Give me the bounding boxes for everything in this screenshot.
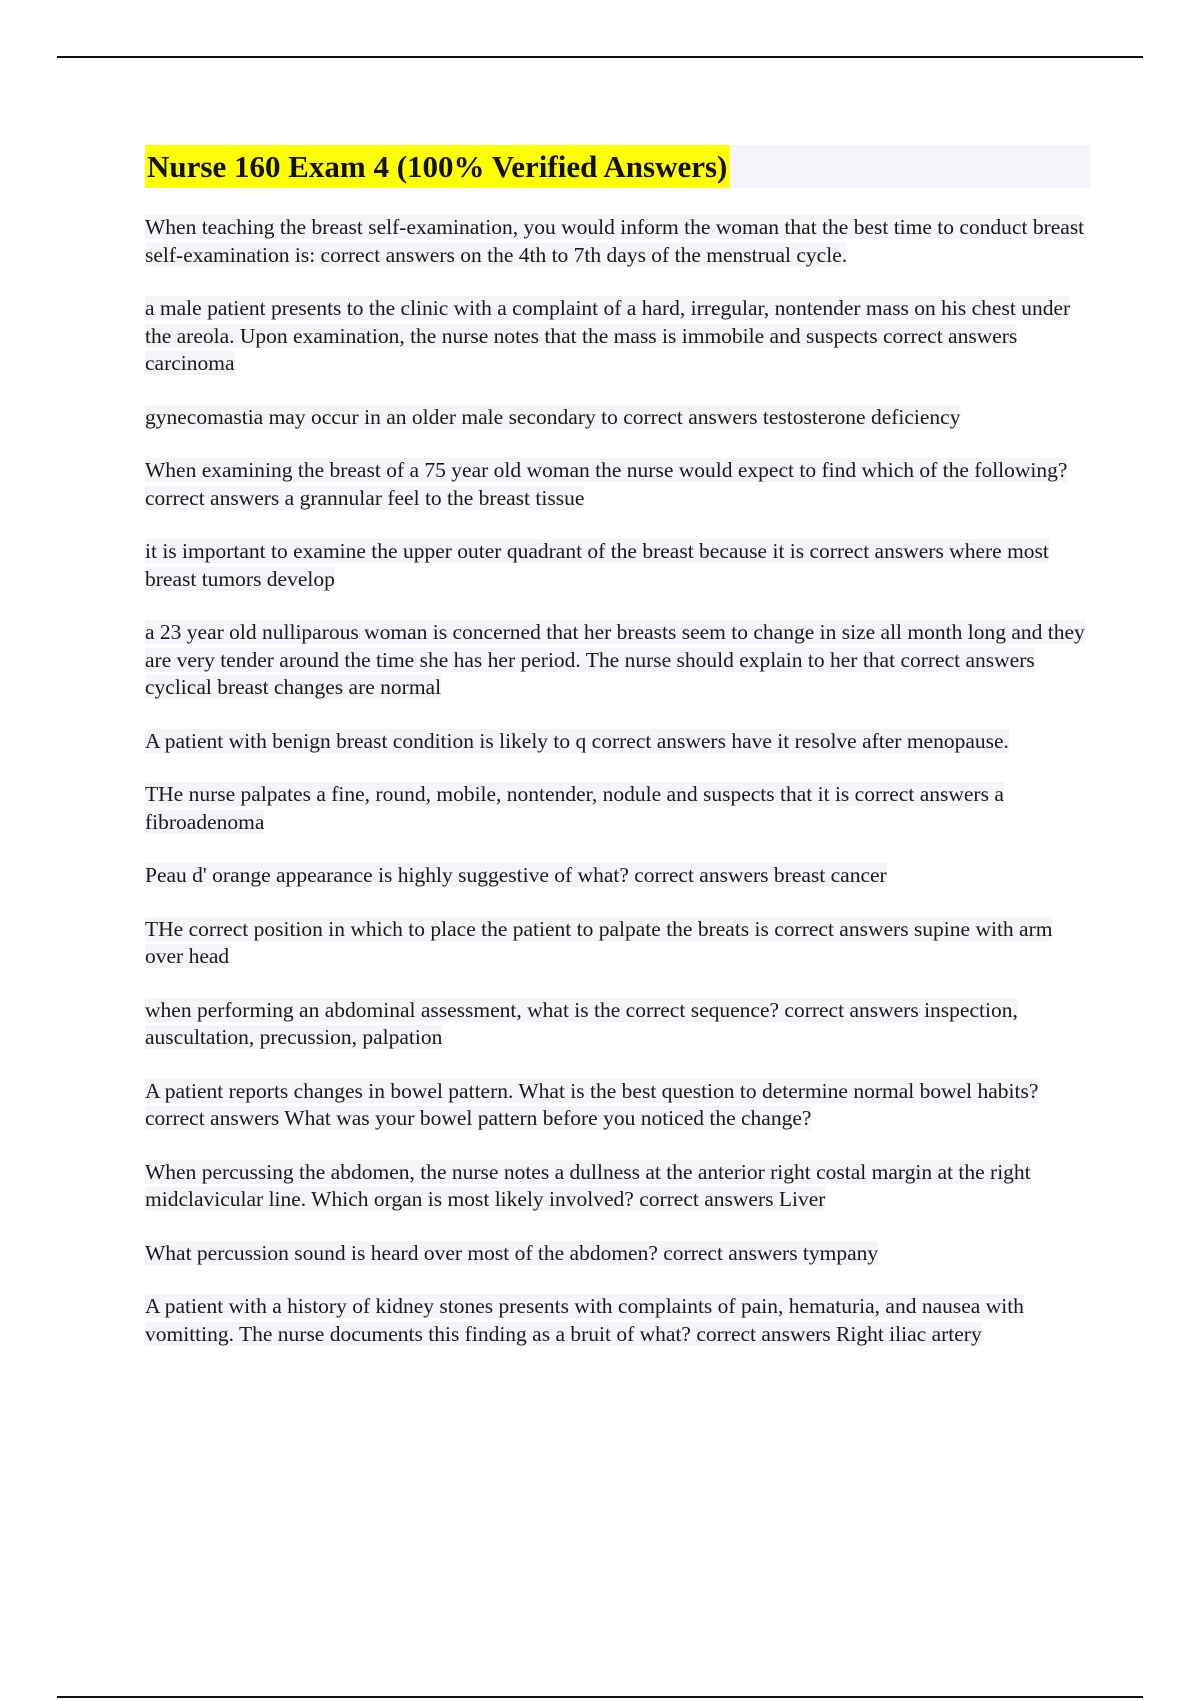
qa-item: Peau d' orange appearance is highly suggestive of what? correct answers breast cancer xyxy=(145,863,887,887)
title-row xyxy=(145,145,1090,188)
qa-item: THe nurse palpates a fine, round, mobile, nontender, nodule and suspects that it is correct answers a fibroadenoma xyxy=(145,782,1004,834)
qa-item: gynecomastia may occur in an older male secondary to correct answers testosterone deficiency xyxy=(145,404,961,429)
qa-item: What percussion sound is heard over most of the abdomen? correct answers tympany xyxy=(145,1240,879,1265)
top-rule xyxy=(57,56,1143,58)
qa-item: When percussing the abdomen, the nurse notes a dullness at the anterior right costal margin at the right midclavicular line. Which organ is most likely involved? correct answers Liver xyxy=(145,1159,1031,1211)
qa-item: When examining the breast of a 75 year old woman the nurse would expect to find which of the following? correct answers a grannular feel to the breast tissue xyxy=(145,458,1068,510)
qa-item: A patient with a history of kidney stones presents with complaints of pain, hematuria, and nausea with vomitting. The nurse documents this finding as a bruit of what? correct answers Right iliac artery xyxy=(145,1294,1024,1346)
qa-item: A patient with benign breast condition is likely to q correct answers have it resolve after menopause. xyxy=(145,728,1009,753)
qa-item: a 23 year old nulliparous woman is concerned that her breasts seem to change in size all month long and they are very tender around the time she has her period. The nurse should explain to her that correct answers cyclical breast changes are normal xyxy=(145,620,1085,699)
qa-item: a male patient presents to the clinic with a complaint of a hard, irregular, nontender mass on his chest under the areola. Upon examination, the nurse notes that the mass is immobile and suspects correct answers carcinoma xyxy=(145,296,1071,375)
qa-item: A patient reports changes in bowel pattern. What is the best question to determine normal bowel habits? correct answers What was your bowel pattern before you noticed the change? xyxy=(145,1078,1039,1130)
document-body xyxy=(145,145,1090,1374)
qa-item: it is important to examine the upper outer quadrant of the breast because it is correct answers where most breast tumors develop xyxy=(145,539,1049,591)
qa-item: THe correct position in which to place the patient to palpate the breats is correct answers supine with arm over head xyxy=(145,916,1053,968)
qa-item: when performing an abdominal assessment, what is the correct sequence? correct answers inspection, auscultation, precussion, palpation xyxy=(145,997,1018,1049)
bottom-rule xyxy=(57,1696,1143,1698)
document-title: Nurse 160 Exam 4 (100% Verified Answers) xyxy=(145,145,730,188)
qa-item: When teaching the breast self-examination, you would inform the woman that the best time to conduct breast self-examination is: correct answers on the 4th to 7th days of the menstrual cycle. xyxy=(145,215,1085,267)
